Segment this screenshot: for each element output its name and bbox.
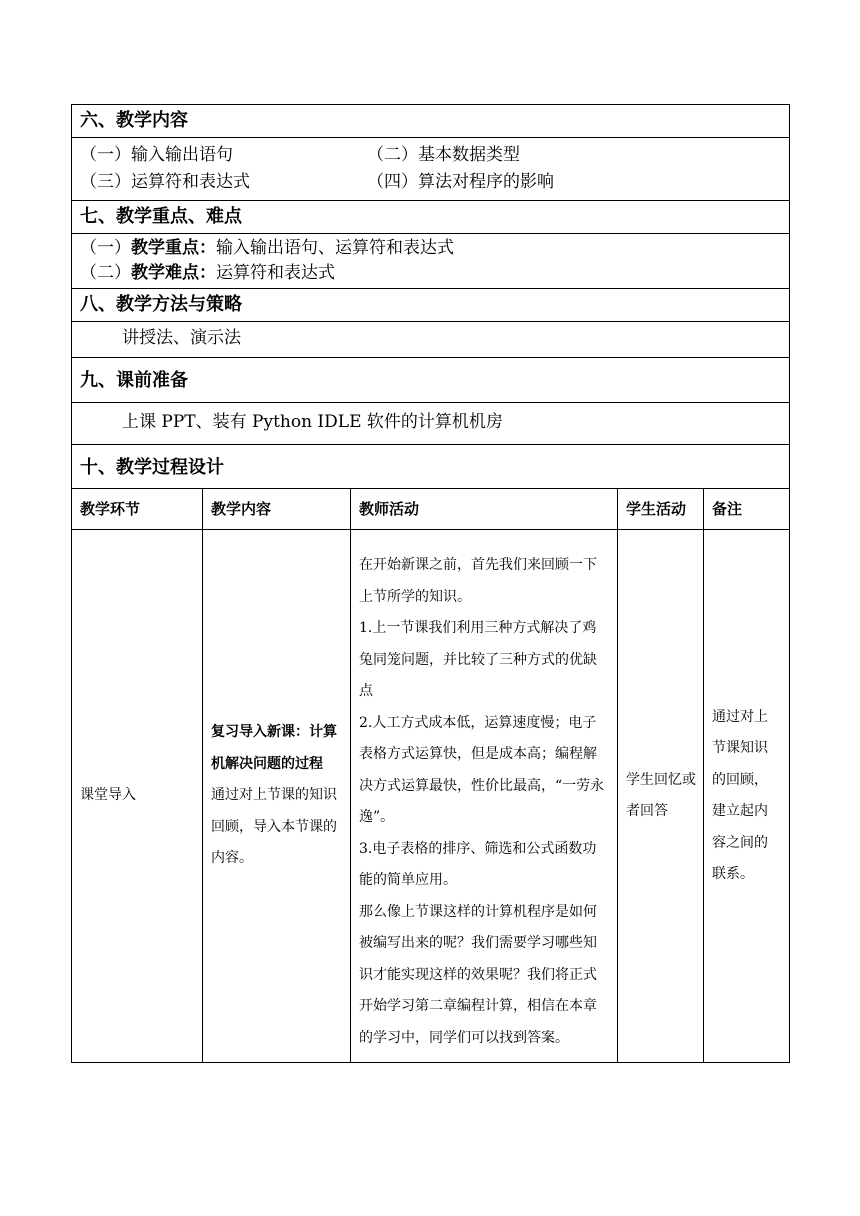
section-7-title: 七、教学重点、难点 [72,201,790,234]
section-9-title: 九、课前准备 [72,358,790,403]
content-cell [203,530,351,1063]
content-item: （三）运算符和表达式 [80,172,250,192]
table-row [72,530,790,1063]
section-8-text: 讲授法、演示法 [72,322,790,358]
student-cell: 学生回忆或者回答 [618,530,704,1063]
difficulty-line: （二）教学难点：运算符和表达式 [80,263,335,283]
col-header-teacher: 教师活动 [351,489,618,530]
section-6-title: 六、教学内容 [72,105,790,138]
content-text: 通过对上节课的知识回顾，导入本节课的内容。 [211,787,337,867]
content-item: （一）输入输出语句 [80,145,233,165]
teacher-paragraph: 1.上一节课我们利用三种方式解决了鸡兔同笼问题，并比较了三种方式的优缺点 [359,620,597,699]
section-9-text: 上课 PPT、装有 Python IDLE 软件的计算机机房 [72,403,790,445]
key-point-line: （一）教学重点：输入输出语句、运算符和表达式 [80,238,454,258]
content-bold: 复习导入新课：计算机解决问题的过程 [211,724,337,772]
teacher-paragraph: 在开始新课之前，首先我们来回顾一下上节所学的知识。 [359,557,597,605]
section-10-title: 十、教学过程设计 [72,445,790,489]
lesson-plan-page [71,104,789,1063]
col-header-content: 教学内容 [203,489,351,530]
section-6-content [72,138,790,201]
teacher-paragraph: 2.人工方式成本低，运算速度慢；电子表格方式运算快，但是成本高；编程解决方式运算最快，性价比最高，“一劳永逸”。 [359,714,605,825]
col-header-stage: 教学环节 [72,489,203,530]
stage-cell: 课堂导入 [72,530,203,1063]
col-header-note: 备注 [704,489,790,530]
section-8-title: 八、教学方法与策略 [72,289,790,322]
content-item: （二）基本数据类型 [367,145,520,165]
section-7-content [72,234,790,289]
lesson-plan-table [71,104,790,1063]
note-cell: 通过对上节课知识的回顾，建立起内容之间的联系。 [704,530,790,1063]
teacher-paragraph: 3.电子表格的排序、筛选和公式函数功能的简单应用。 [359,840,597,888]
teacher-paragraph: 那么像上节课这样的计算机程序是如何被编写出来的呢？我们需要学习哪些知识才能实现这样的效果呢？我们将正式开始学习第二章编程计算，相信在本章的学习中，同学们可以找到答案。 [359,903,597,1046]
col-header-student: 学生活动 [618,489,704,530]
teacher-cell [351,530,618,1063]
content-item: （四）算法对程序的影响 [367,172,554,192]
